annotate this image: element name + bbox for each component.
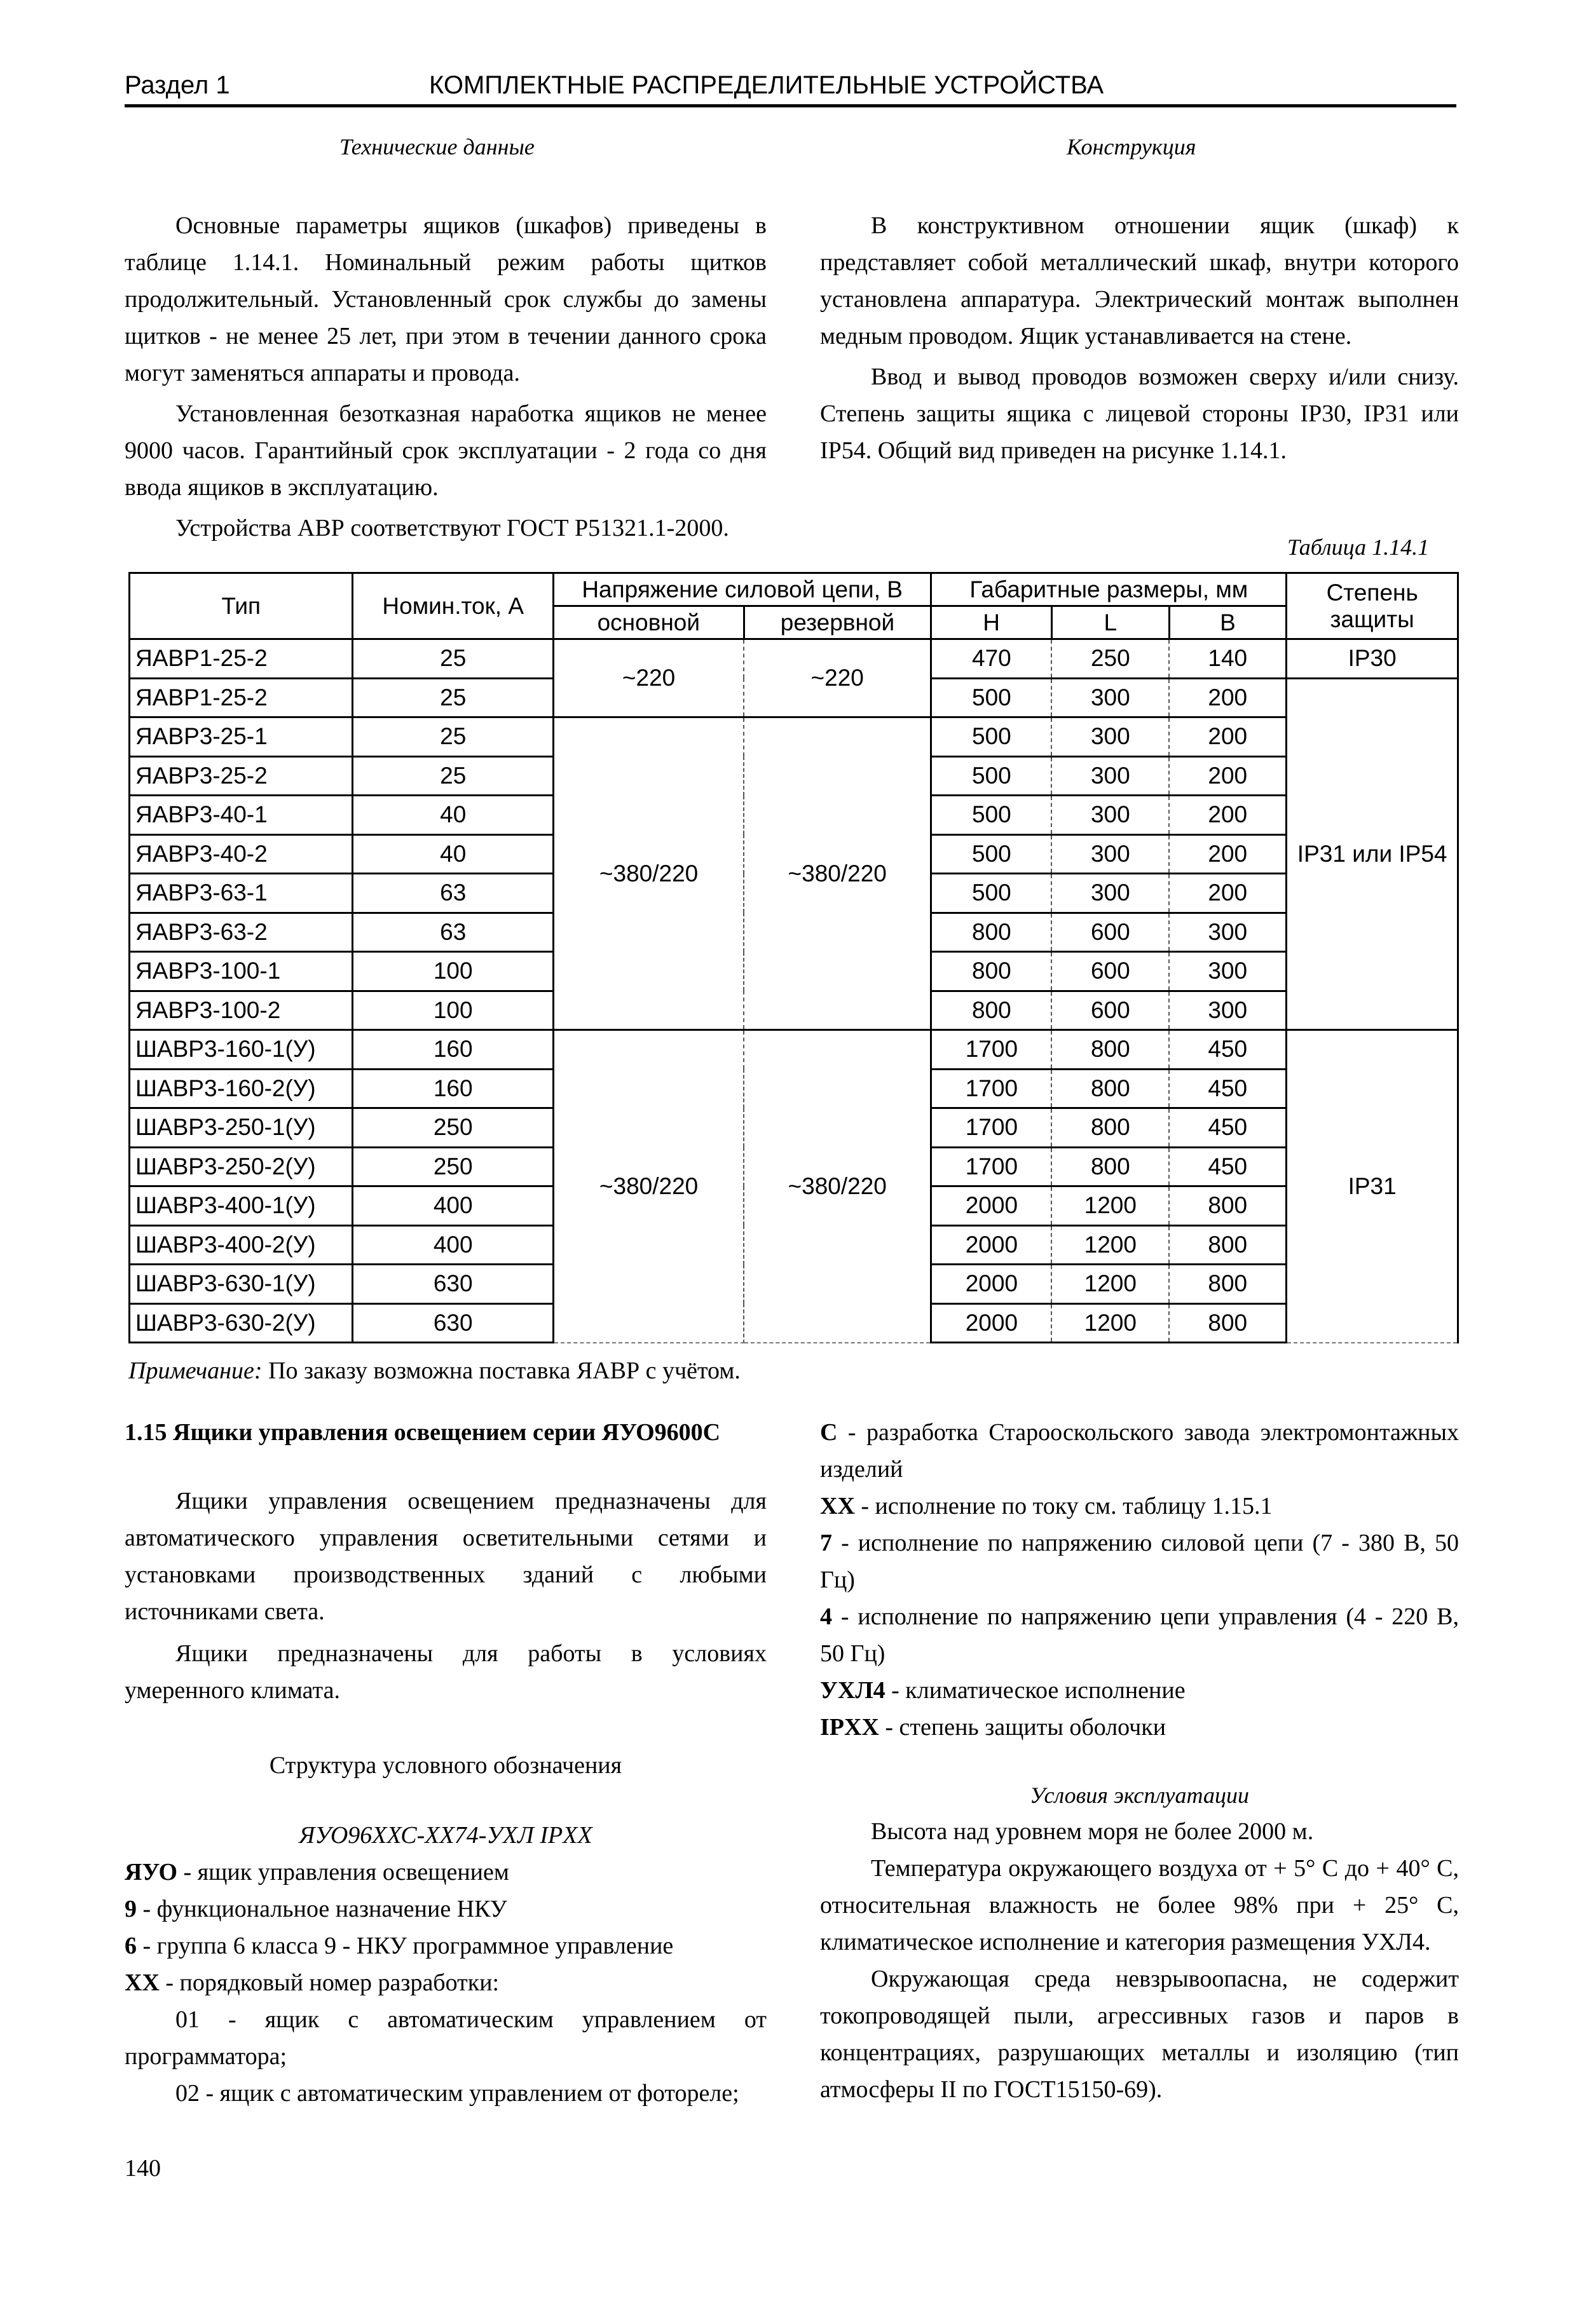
legend-key: ЯУО xyxy=(125,1859,177,1886)
legend-text: - степень защиты оболочки xyxy=(878,1714,1166,1741)
cell-protection: IP31 или IP54 xyxy=(1287,678,1458,1030)
cell-h: 800 xyxy=(931,913,1052,952)
legend-key: 4 xyxy=(820,1603,832,1630)
section-115-left xyxy=(125,1414,767,2112)
legend-text: - исполнение по напряжению цепи управления (4 - 220 В, 50 Гц) xyxy=(820,1603,1459,1667)
cell-b: 300 xyxy=(1169,913,1287,952)
cell-current: 63 xyxy=(353,913,554,952)
cell-b: 800 xyxy=(1169,1186,1287,1226)
cell-current: 25 xyxy=(353,756,554,796)
cell-voltage-main: ~380/220 xyxy=(554,717,744,1030)
cell-current: 250 xyxy=(353,1108,554,1148)
cell-type: ЯАВР3-25-1 xyxy=(130,717,353,757)
cell-h: 470 xyxy=(931,639,1052,679)
legend-key: 9 xyxy=(125,1896,137,1922)
legend-text: - разработка Старооскольского завода электромонтажных изделий xyxy=(820,1419,1459,1483)
cell-type: ШАВР3-160-1(У) xyxy=(130,1030,353,1070)
cell-current: 400 xyxy=(353,1225,554,1265)
cell-type: ШАВР3-160-2(У) xyxy=(130,1069,353,1108)
header-h: H xyxy=(931,606,1052,639)
cell-b: 800 xyxy=(1169,1225,1287,1265)
legend-text: - исполнение по напряжению силовой цепи (7 - 380 В, 50 Гц) xyxy=(820,1530,1459,1593)
cell-current: 40 xyxy=(353,834,554,874)
cell-type: ШАВР3-250-1(У) xyxy=(130,1108,353,1148)
cell-current: 25 xyxy=(353,639,554,679)
cell-current: 160 xyxy=(353,1030,554,1070)
legend-item xyxy=(820,1414,1459,1488)
cell-l: 600 xyxy=(1051,913,1169,952)
construction-subtitle: Конструкция xyxy=(1067,134,1196,160)
legend-item xyxy=(820,1488,1459,1525)
cell-voltage-main: ~380/220 xyxy=(554,1030,744,1343)
cell-l: 1200 xyxy=(1051,1186,1169,1226)
cell-l: 1200 xyxy=(1051,1303,1169,1343)
legend-text: - группа 6 класса 9 - НКУ программное управление xyxy=(137,1933,674,1959)
cell-l: 800 xyxy=(1051,1147,1169,1186)
paragraph: Ящики управления освещением предназначены для автоматического управления осветительными сетями и установками производственных зданий с любыми источниками света. xyxy=(125,1488,767,1625)
paragraph: Ящики предназначены для работы в условиях умеренного климата. xyxy=(125,1640,767,1704)
cell-b: 450 xyxy=(1169,1069,1287,1108)
cell-current: 63 xyxy=(353,874,554,913)
header-l: L xyxy=(1051,606,1169,639)
paragraph: Ввод и вывод проводов возможен сверху и/или снизу. Степень защиты ящика с лицевой стороны IP30, IP31 или IP54. Общий вид приведен на рисунке 1.14.1. xyxy=(820,364,1459,464)
legend-text: - исполнение по току см. таблицу 1.15.1 xyxy=(854,1493,1273,1519)
cell-type: ЯАВР3-25-2 xyxy=(130,756,353,796)
cell-b: 140 xyxy=(1169,639,1287,679)
cell-b: 200 xyxy=(1169,678,1287,717)
page-header-title: КОМПЛЕКТНЫЕ РАСПРЕДЕЛИТЕЛЬНЫЕ УСТРОЙСТВА xyxy=(429,71,1104,99)
cell-h: 2000 xyxy=(931,1186,1052,1226)
table-row xyxy=(130,1030,1458,1070)
header-type: Тип xyxy=(130,573,353,639)
header-voltage: Напряжение силовой цепи, В xyxy=(554,573,931,606)
cell-h: 500 xyxy=(931,834,1052,874)
cell-protection: IP30 xyxy=(1287,639,1458,679)
header-rule xyxy=(125,104,1456,107)
cell-h: 2000 xyxy=(931,1303,1052,1343)
cell-current: 100 xyxy=(353,991,554,1030)
cell-l: 300 xyxy=(1051,834,1169,874)
header-voltage-reserve: резервной xyxy=(744,606,931,639)
cell-type: ШАВР3-250-2(У) xyxy=(130,1147,353,1186)
cell-b: 300 xyxy=(1169,991,1287,1030)
cell-l: 300 xyxy=(1051,756,1169,796)
table-row xyxy=(130,639,1458,679)
cell-b: 800 xyxy=(1169,1303,1287,1343)
cell-protection: IP31 xyxy=(1287,1030,1458,1343)
legend-item xyxy=(820,1525,1459,1598)
cell-l: 1200 xyxy=(1051,1225,1169,1265)
legend-key: С xyxy=(820,1419,838,1446)
left-intro xyxy=(125,207,767,547)
cell-current: 400 xyxy=(353,1186,554,1226)
cell-l: 300 xyxy=(1051,874,1169,913)
header-current: Номин.ток, А xyxy=(353,573,554,639)
cell-b: 450 xyxy=(1169,1108,1287,1148)
cell-b: 300 xyxy=(1169,952,1287,991)
cell-voltage-reserve: ~220 xyxy=(744,639,931,717)
table-caption: Таблица 1.14.1 xyxy=(1287,534,1430,560)
paragraph: Температура окружающего воздуха от + 5° С до + 40° С, относительная влажность не более 98% при + 25° С, климатическое исполнение и категория размещения УХЛ4. xyxy=(820,1855,1459,1955)
cell-current: 160 xyxy=(353,1069,554,1108)
legend-key: 6 xyxy=(125,1933,137,1959)
cell-h: 1700 xyxy=(931,1030,1052,1070)
cell-h: 500 xyxy=(931,678,1052,717)
cell-current: 40 xyxy=(353,796,554,835)
cell-h: 1700 xyxy=(931,1108,1052,1148)
section-heading: 1.15 Ящики управления освещением серии ЯУО9600С xyxy=(125,1419,721,1446)
cell-type: ЯАВР3-40-2 xyxy=(130,834,353,874)
cell-h: 2000 xyxy=(931,1265,1052,1304)
cell-h: 2000 xyxy=(931,1225,1052,1265)
cell-l: 800 xyxy=(1051,1069,1169,1108)
cell-current: 25 xyxy=(353,678,554,717)
section-115-right xyxy=(820,1414,1459,2108)
cell-current: 630 xyxy=(353,1265,554,1304)
cell-type: ЯАВР3-63-1 xyxy=(130,874,353,913)
cell-type: ЯАВР3-63-2 xyxy=(130,913,353,952)
technical-data-subtitle: Технические данные xyxy=(339,134,535,160)
legend-text: - климатическое исполнение xyxy=(885,1677,1186,1704)
designation-code: ЯУО96ХХС-ХХ74-УХЛ IPXX xyxy=(299,1822,592,1849)
legend-key: ХХ xyxy=(820,1493,855,1519)
cell-l: 250 xyxy=(1051,639,1169,679)
cell-l: 300 xyxy=(1051,717,1169,757)
cell-current: 100 xyxy=(353,952,554,991)
note-text: По заказу возможна поставка ЯАВР с учётом. xyxy=(268,1357,741,1384)
paragraph: Высота над уровнем моря не более 2000 м. xyxy=(871,1818,1314,1845)
cell-current: 630 xyxy=(353,1303,554,1343)
legend-text: - функциональное назначение НКУ xyxy=(137,1896,507,1922)
conditions-title: Условия эксплуатации xyxy=(1030,1783,1249,1808)
legend-item xyxy=(125,1927,767,1964)
cell-h: 800 xyxy=(931,952,1052,991)
cell-h: 1700 xyxy=(931,1147,1052,1186)
cell-type: ШАВР3-630-2(У) xyxy=(130,1303,353,1343)
cell-h: 500 xyxy=(931,874,1052,913)
cell-voltage-reserve: ~380/220 xyxy=(744,1030,931,1343)
table-note xyxy=(128,1357,741,1385)
legend-item xyxy=(125,1854,767,1891)
cell-type: ЯАВР3-100-2 xyxy=(130,991,353,1030)
legend-key: ХХ xyxy=(125,1969,160,1996)
cell-l: 600 xyxy=(1051,991,1169,1030)
cell-voltage-reserve: ~380/220 xyxy=(744,717,931,1030)
sub-item: 01 - ящик с автоматическим управлением от программатора; xyxy=(125,2006,767,2070)
cell-h: 500 xyxy=(931,756,1052,796)
legend-item xyxy=(820,1672,1459,1709)
paragraph: В конструктивном отношении ящик (шкаф) к представляет собой металлический шкаф, внутри которого установлена аппаратура. Электрический монтаж выполнен медным проводом. Ящик устанавливается на стене. xyxy=(820,212,1459,350)
cell-h: 1700 xyxy=(931,1069,1052,1108)
cell-l: 800 xyxy=(1051,1030,1169,1070)
cell-voltage-main: ~220 xyxy=(554,639,744,717)
note-label: Примечание: xyxy=(128,1357,263,1384)
legend-item xyxy=(820,1709,1459,1746)
header-voltage-main: основной xyxy=(554,606,744,639)
legend-key: УХЛ4 xyxy=(820,1677,885,1704)
cell-b: 200 xyxy=(1169,796,1287,835)
legend-item xyxy=(125,1891,767,1927)
paragraph: Основные параметры ящиков (шкафов) приведены в таблице 1.14.1. Номинальный режим работы щитков продолжительный. Установленный срок службы до замены щитков - не менее 25 лет, при этом в течении данного срока могут заменяться аппараты и провода. xyxy=(125,212,767,386)
header-dimensions: Габаритные размеры, мм xyxy=(931,573,1287,606)
cell-b: 200 xyxy=(1169,874,1287,913)
cell-b: 450 xyxy=(1169,1030,1287,1070)
specs-table xyxy=(128,572,1459,1343)
legend-key: IPXX xyxy=(820,1714,879,1741)
cell-current: 25 xyxy=(353,717,554,757)
legend-key: 7 xyxy=(820,1530,832,1556)
cell-b: 200 xyxy=(1169,717,1287,757)
legend-text: - ящик управления освещением xyxy=(177,1859,509,1886)
cell-type: ЯАВР3-40-1 xyxy=(130,796,353,835)
cell-h: 500 xyxy=(931,717,1052,757)
sub-item: 02 - ящик с автоматическим управлением от фотореле; xyxy=(175,2080,739,2107)
table-row xyxy=(130,717,1458,757)
cell-current: 250 xyxy=(353,1147,554,1186)
header-b: B xyxy=(1169,606,1287,639)
cell-type: ШАВР3-400-1(У) xyxy=(130,1186,353,1226)
page-number: 140 xyxy=(125,2155,161,2182)
cell-l: 1200 xyxy=(1051,1265,1169,1304)
cell-type: ЯАВР1-25-2 xyxy=(130,678,353,717)
cell-type: ШАВР3-400-2(У) xyxy=(130,1225,353,1265)
paragraph: Установленная безотказная наработка ящиков не менее 9000 часов. Гарантийный срок эксплуатации - 2 года со дня ввода ящиков в эксплуатацию. xyxy=(125,400,767,501)
cell-type: ШАВР3-630-1(У) xyxy=(130,1265,353,1304)
cell-l: 800 xyxy=(1051,1108,1169,1148)
cell-l: 300 xyxy=(1051,796,1169,835)
cell-b: 450 xyxy=(1169,1147,1287,1186)
cell-type: ЯАВР3-100-1 xyxy=(130,952,353,991)
structure-title: Структура условного обозначения xyxy=(269,1752,622,1779)
header-protection: Степень защиты xyxy=(1287,573,1458,639)
cell-h: 500 xyxy=(931,796,1052,835)
legend-item xyxy=(820,1598,1459,1672)
cell-b: 200 xyxy=(1169,834,1287,874)
cell-l: 600 xyxy=(1051,952,1169,991)
legend-text: - порядковый номер разработки: xyxy=(159,1969,500,1996)
cell-l: 300 xyxy=(1051,678,1169,717)
paragraph: Устройства АВР соответствуют ГОСТ Р51321.1-2000. xyxy=(175,515,729,541)
section-label: Раздел 1 xyxy=(125,71,230,99)
paragraph: Окружающая среда невзрывоопасна, не содержит токопроводящей пыли, агрессивных газов и паров в концентрациях, разрушающих металлы и изоляцию (тип атмосферы II по ГОСТ15150-69). xyxy=(820,1966,1459,2103)
cell-h: 800 xyxy=(931,991,1052,1030)
cell-type: ЯАВР1-25-2 xyxy=(130,639,353,679)
cell-b: 200 xyxy=(1169,756,1287,796)
cell-b: 800 xyxy=(1169,1265,1287,1304)
legend-item xyxy=(125,1964,767,2001)
right-intro xyxy=(820,207,1459,469)
